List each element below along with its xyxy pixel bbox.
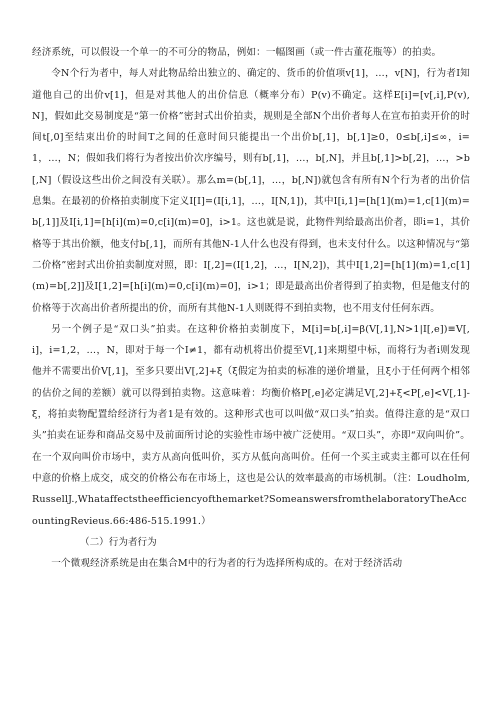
paragraph-auction-model: 令N个行为者中，每人对此物品给出独立的、确定的、货币的价值项v[1]，…，v[N]，行为者I知道他自己的出价v[1]，但是对其他人的出价信息（概率分布）P(v)不确定。这样E[i]=[v[,i],P(v),N]，假如此交易制度是“第一价格”密封式出价拍卖，规则是全部N个出价者每人在宣布拍卖开价的时间t[,0]至结束出价的时间T之间的任意时间只能提出一个出价b[,1]，b[,1]≥0，0≤b[,i]≤∞，i=1，…，N；假如我们将行为者按出价次序编号，则有b[,1]，…，b[,N]，并且b[,1]>b[,2]，…，>b[,N]（假设这些出价之间没有关联）。那么m=(b[,1]，…，b[,N])就包含有所有N个行为者的出价信息集。在最初的价格拍卖制度下定义I[I]=(I[i,1]，…，I[N,1])，其中I[i,1]=[h[1](m)=1,c[1](m)=b[,1]]及I[i,1]=[h[i](m)=0,c[i](m)=0]，i>1。这也就是说，此物件判给最高出价者，即i=1，其价格等于其出价额，他支付b[,1]，而所有其他N-1人什么也没有得到，也未支付什么。以这种情况与“第二价格”密封式出价拍卖制度对照，即：I[,2]=(I[1,2]，…，I[N,2])，其中I[1,2]=[h[1](m)=1,c[1](m)=b[,2]]及I[1,2]=[h[i](m)=0,c[i](m)=0]，i>1；即是最高出价者得到了拍卖物，但是他支付的价格等于次高出价者所提出的价，而所有其他N-1人则既得不到拍卖物，也不用支付任何东西。 [32,68,470,314]
paragraph-continuation: 经济系统，可以假设一个单一的不可分的物品，例如：一幅图画（或一件古董花瓶等）的拍卖。 [32,47,442,58]
paragraph-agent-behavior: 一个微观经济系统是由在集合M中的行为者的行为选择所构成的。在对于经济活动 [51,558,403,570]
paragraph-double-auction: 另一个例子是“双口头”拍卖。在这种价格拍卖制度下，M[i]=b[,i]=β(V[,1],N>1|I[,e])≡V[,i]，i=1,2，…，N，即对于每一个I≠1，都有动机将出价提至V[,1]来期望中标，而将行为者i则发现他并不需要出价V[,1]，至多只要出V[,2]+ξ（ξ假定为拍卖的标准的递价增量，且ξ小于任何两个相邻的估价之间的差额）就可以得到拍卖物。这意味着：均衡价格P[,e]必定满足V[,2]+ξ<P[,e]<V[,1]-ξ，将拍卖物配置给经济行为者1是有效的。这种形式也可以叫做“双口头”拍卖。值得注意的是“双口头”拍卖在证券和商品交易中及前面所讨论的实验性市场中被广泛使用。“双口头”，亦即“双向叫价”。在一个双向叫价市场中，卖方从高向低叫价，买方从低向高叫价。任何一个买主或卖主都可以在任何中意的价格上成交，成交的价格公布在市场上，这也是公认的效率最高的市场机制。（注：Loudholm,RussellJ.,Whataffectstheefficiencyofthemarket?SomeanswersfromthelaboratoryTheAccountingRevieus.66:486-515.1991.） [32,323,470,527]
section-heading: （二）行为者行为 [80,536,157,548]
